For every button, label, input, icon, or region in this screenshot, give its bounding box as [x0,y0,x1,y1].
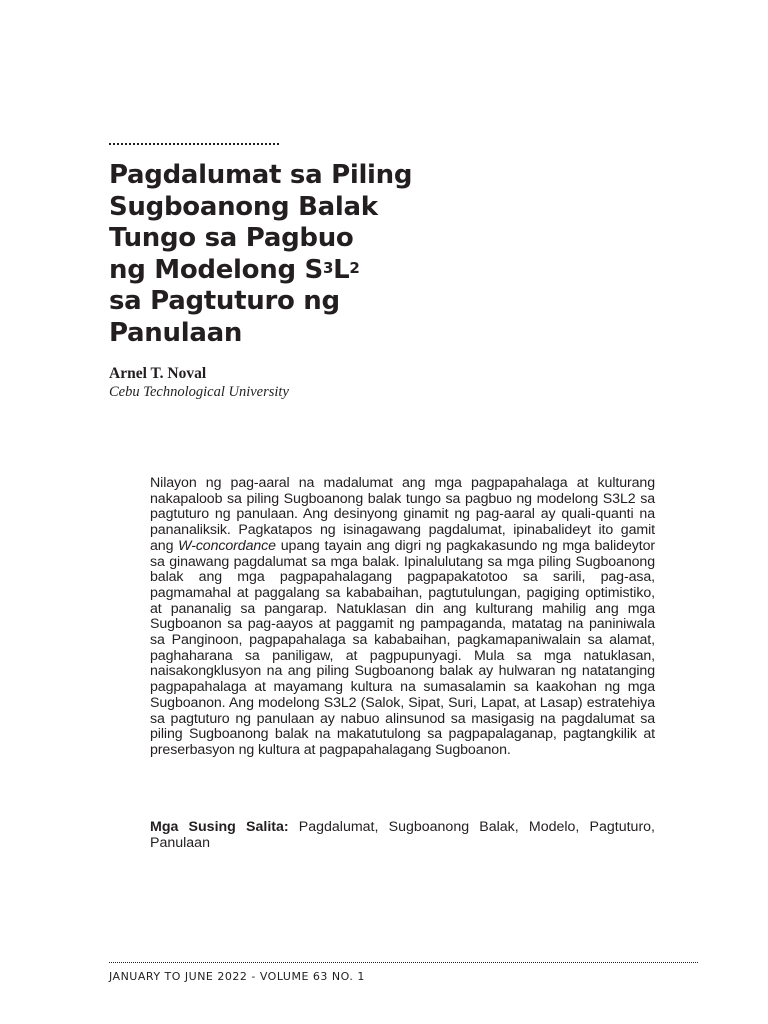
abstract-text [150,476,655,759]
abstract-part-1: Nilayon ng pag-aaral na madalumat ang mga pagpapahalaga at kulturang nakapaloob sa piling Sugboanong balak tungo sa pagbuo ng modelong S3L2 sa pagtuturo ng panulaan. Ang desinyong ginamit ng pag-aaral ay quali-quanti na pananaliksik. Pagkatapos ng isinagawang pagdalumat, ipinabalideyt ito gamit ang [150,475,655,554]
footer-issue: JANUARY TO JUNE 2022 - VOLUME 63 NO. 1 [109,970,365,983]
title-superscript-2: 2 [349,258,360,277]
title-line-6: Panulaan [109,317,243,348]
title-line-3: Tungo sa Pagbuo [109,223,354,253]
keywords [150,820,655,851]
title-line-5: sa Pagtuturo ng [109,286,340,316]
title-superscript-3: 3 [322,258,334,277]
abstract-part-2: upang tayain ang digri ng pagkakasundo ng mga balideytor sa ginawang pagdalumat sa mga balak. Ipinalulutang sa mga piling Sugboanong balak ang mga pagpapahalagang pagpapakatotoo sa sarili, pag-asa, pagmamahal at paggalang sa kababaihan, pagtutulungan, pagiging optimistiko, at pananalig sa pangarap. Natuklasan din ang kulturang mahilig ang mga Sugboanon sa pag-aayos at paggamit ng pampaganda, matatag na paniniwala sa Panginoon, pagpapahalaga sa kababaihan, pagkamapaniwalain sa alamat, paghaharana sa paniligaw, at pagpupunyagi. Mula sa mga natuklasan, naisakongklusyon na ang piling Sugboanong balak ay hulwaran ng natatanging pagpapahalaga at mayamang kultura na sumasalamin sa kaakohan ng mga Sugboanon. Ang modelong S3L2 (Salok, Sipat, Suri, Lapat, at Lasap) estratehiya sa pagtuturo ng panulaan ay nabuo alinsunod sa masigasig na pagdalumat sa piling Sugboanong balak na makatutulong sa pagpapalaganap, pagtangkilik at preserbasyon ng kultura at pagpapahalagang Sugboanon. [150,537,655,758]
article-title [109,160,529,349]
title-line-4: ng Modelong S [109,254,323,285]
title-line-2: Sugboanong Balak [109,191,378,222]
keywords-label: Mga Susing Salita: [150,819,289,835]
title-line-1: Pagdalumat sa Piling [109,160,413,190]
author-affiliation: Cebu Technological University [109,384,289,400]
abstract-emphasis: W-concordance [178,537,276,554]
keywords-text: Pagdalumat, Sugboanong Balak, Modelo, Pagtuturo, Panulaan [150,819,655,851]
footer-dotted-rule [109,962,698,963]
title-letter-l: L [333,254,350,285]
author-name: Arnel T. Noval [109,365,207,382]
top-dotted-rule [109,143,279,145]
